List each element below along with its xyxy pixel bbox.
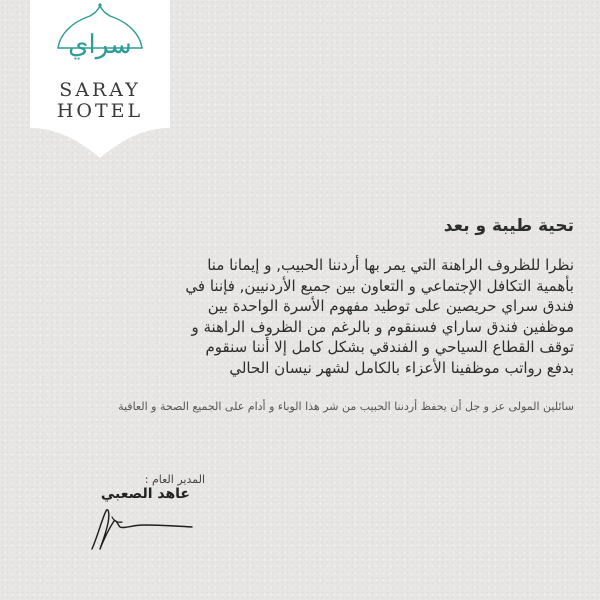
letter-body-line: توقف القطاع السياحي و الفندقي بشكل كامل إلا أننا سنقوم bbox=[205, 338, 574, 356]
letter-body-line: بدفع رواتب موظفينا الأعزاء بالكامل لشهر نيسان الحالي bbox=[229, 358, 574, 377]
logo-saray-text: SARAY bbox=[59, 79, 141, 101]
letter-body-line: موظفين فندق ساراي فسنقوم و بالرغم من الظروف الراهنة و bbox=[191, 317, 574, 336]
letter-greeting: تحية طيبة و بعد bbox=[443, 216, 574, 236]
letter-prayer: سائلين المولى عز و جل أن يحفظ أردننا الحبيب من شر هذا الوباء و أدام على الجميع الصحة و العافية bbox=[118, 400, 574, 413]
signatory-name: عاهد الصعبي bbox=[100, 486, 190, 502]
saray-hotel-logo bbox=[30, 0, 170, 160]
logo-arabic-text: سراي bbox=[68, 30, 132, 60]
letter-body-line: نظرا للظروف الراهنة التي يمر بها أردننا الحبيب, و إيمانا منا bbox=[207, 256, 574, 274]
letter-body-line: فندق سراي حريصين على توطيد مفهوم الأسرة الواحدة بين bbox=[207, 297, 574, 315]
signatory-role: المدير العام : bbox=[144, 473, 205, 486]
letter-body-line: بأهمية التكافل الإجتماعي و التعاون بين جميع الأردنيين, فإننا في bbox=[185, 276, 574, 295]
handwritten-signature bbox=[88, 505, 198, 555]
letter-body bbox=[54, 255, 574, 378]
logo-hotel-text: HOTEL bbox=[56, 100, 144, 122]
